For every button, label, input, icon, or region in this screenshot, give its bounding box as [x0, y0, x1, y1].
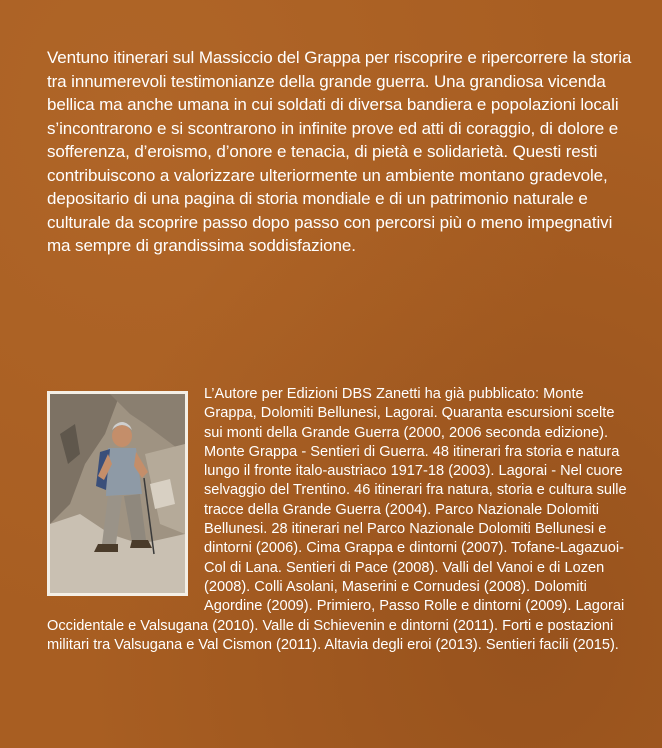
synopsis-text: Ventuno itinerari sul Massiccio del Grappa per riscoprire e ripercorrere la storia tra innumerevoli testimonianze della grande guerra. Una grandiosa vicenda bellica ma anche umana in cui soldati di diversa bandiera e popolazioni locali s’incontrarono e si scontrarono in infinite prove ed atti di coraggio, di dolore e sofferenza, d’eroismo, d’onore e tenacia, di pietà e solidarietà. Questi resti contribuiscono a valorizzare ulteriormente un ambiente montano gradevole, depositario di una pagina di storia mondiale e di un patrimonio naturale e culturale da scoprire passo dopo passo con percorsi più o meno impegnativi ma sempre di grandissima soddisfazione.	[47, 48, 632, 255]
photo-text-wrap-spacer	[47, 385, 204, 611]
author-bibliography	[47, 385, 637, 655]
author-bibliography-text: L’Autore per Edizioni DBS Zanetti ha già pubblicato: Monte Grappa, Dolomiti Bellunesi, Lagorai. Quaranta escursioni scelte sui monti della Grande Guerra (2000, 2006 seconda edizione). Monte Grappa - Sentieri di Guerra. 48 itinerari fra storia e natura lungo il fronte italo-austriaco 1917-18 (2003). Lagorai - Nel cuore selvaggio del Trentino. 46 itinerari fra natura, storia e cultura sulle tracce della Grande Guerra (2004). Parco Nazionale Dolomiti Bellunesi. 28 itinerari nel Parco Nazionale Dolomiti Bellunesi e dintorni (2006). Cima Grappa e dintorni (2007). Tofane-Lagazuoi-Col di Lana. Sentieri di Pace (2008). Valli del Vanoi e di Lozen (2008). Colli Asolani, Maserini e Cornudesi (2008). Dolomiti Agordine (2009). Primiero, Passo Rolle e dintorni (2009). Lagorai Occidentale e Valsugana (2010). Valle di Schievenin e dintorni (2011). Forti e postazioni militari tra Valsugana e Val Cismon (2011). Altavia degli eroi (2013). Sentieri facili (2015).	[47, 386, 627, 653]
